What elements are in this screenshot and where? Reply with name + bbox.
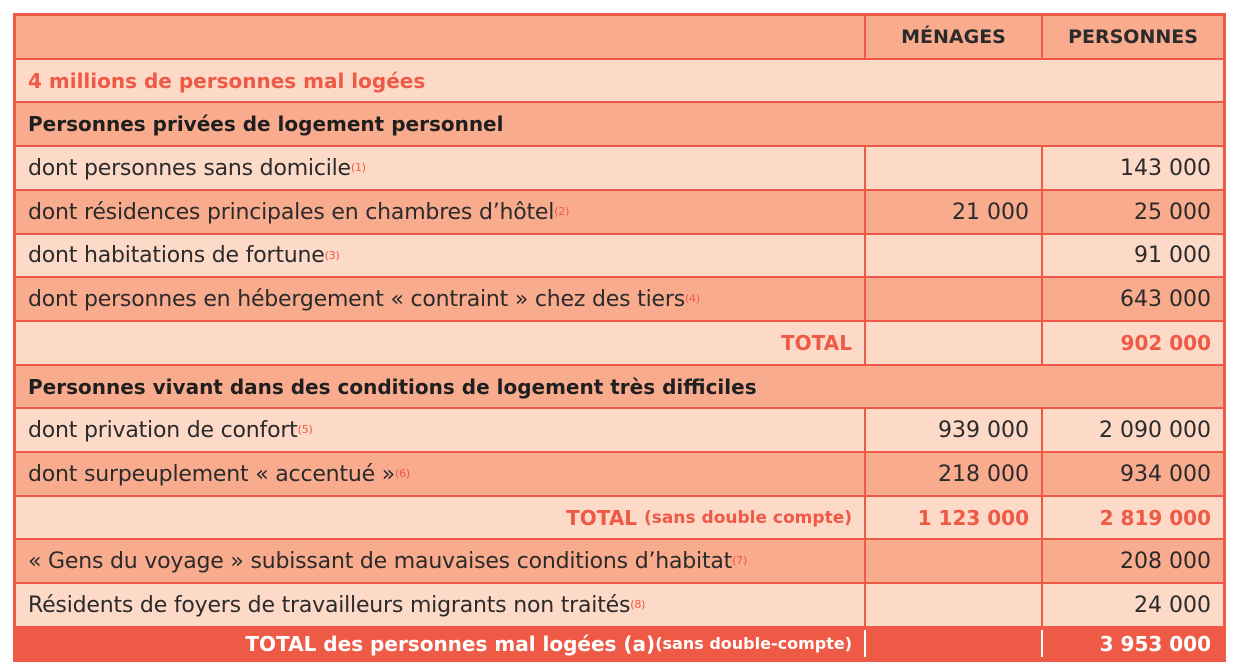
table-header-row (16, 16, 1223, 58)
section1-heading: Personnes privées de logement personnel (16, 103, 1223, 145)
total-label-suffix: (sans double compte) (644, 507, 852, 528)
row-personnes: 91 000 (1043, 235, 1223, 276)
table-title-row (16, 60, 1223, 101)
table-row (16, 540, 1223, 582)
row-label: Résidents de foyers de travailleurs migrants non traités (8) (16, 584, 864, 626)
row-menages: 21 000 (866, 191, 1041, 233)
grand-total-suffix: (sans double-compte) (655, 634, 852, 653)
row-menages (866, 235, 1041, 276)
table-row (16, 409, 1223, 451)
row-personnes: 2 090 000 (1043, 409, 1223, 451)
row-menages (866, 540, 1041, 582)
row-label: « Gens du voyage » subissant de mauvaises conditions d’habitat (7) (16, 540, 864, 582)
row-menages (866, 584, 1041, 626)
total-label: TOTAL (16, 322, 864, 364)
row-menages: 939 000 (866, 409, 1041, 451)
total-personnes: 902 000 (1043, 322, 1223, 364)
row-menages (866, 147, 1041, 189)
row-label: dont habitations de fortune (3) (16, 235, 864, 276)
row-label: dont privation de confort (5) (16, 409, 864, 451)
row-label: dont personnes sans domicile (1) (16, 147, 864, 189)
grand-total-label: TOTAL des personnes mal logées (a) (sans double-compte) (16, 628, 864, 659)
total-label: TOTAL (sans double compte) (16, 497, 864, 538)
grand-total-divider (864, 630, 866, 657)
section-total-row (16, 322, 1223, 364)
row-label: dont personnes en hébergement « contraint » chez des tiers (4) (16, 278, 864, 320)
total-menages: 1 123 000 (866, 497, 1041, 538)
table-row (16, 584, 1223, 626)
section2-heading: Personnes vivant dans des conditions de logement très difficiles (16, 366, 1223, 407)
table-row (16, 278, 1223, 320)
column-header-personnes: PERSONNES (1043, 16, 1223, 58)
grand-total-divider (1041, 630, 1043, 657)
total-menages (866, 322, 1041, 364)
row-personnes: 24 000 (1043, 584, 1223, 626)
row-personnes: 643 000 (1043, 278, 1223, 320)
grand-total-menages (866, 628, 1041, 659)
section-heading-row (16, 103, 1223, 145)
row-label: dont résidences principales en chambres d’hôtel (2) (16, 191, 864, 233)
table-row (16, 453, 1223, 495)
row-personnes: 25 000 (1043, 191, 1223, 233)
row-personnes: 934 000 (1043, 453, 1223, 495)
section-total-row (16, 497, 1223, 538)
row-menages: 218 000 (866, 453, 1041, 495)
grand-total-personnes: 3 953 000 (1043, 628, 1223, 659)
row-label: dont surpeuplement « accentué » (6) (16, 453, 864, 495)
housing-table (13, 13, 1226, 662)
row-menages (866, 278, 1041, 320)
section-heading-row (16, 366, 1223, 407)
table-title: 4 millions de personnes mal logées (16, 60, 1223, 101)
table-row (16, 235, 1223, 276)
row-personnes: 208 000 (1043, 540, 1223, 582)
total-personnes: 2 819 000 (1043, 497, 1223, 538)
table-row (16, 191, 1223, 233)
table-row (16, 147, 1223, 189)
column-header-menages: MÉNAGES (866, 16, 1041, 58)
header-label-cell (16, 16, 864, 58)
row-personnes: 143 000 (1043, 147, 1223, 189)
